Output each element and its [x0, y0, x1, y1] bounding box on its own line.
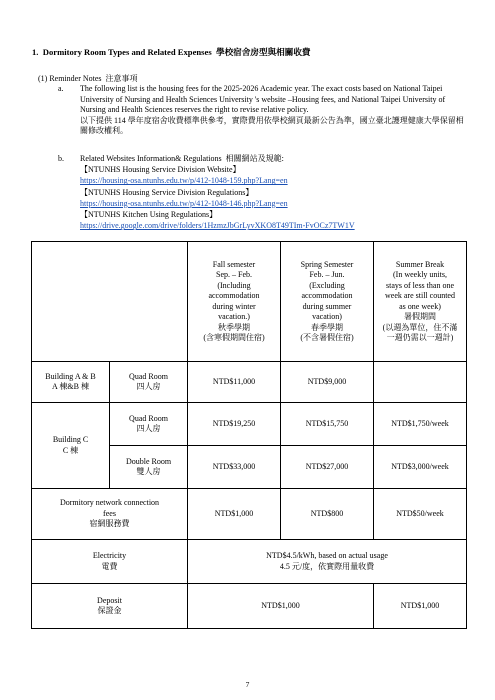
fee-spring: NTD$27,000	[281, 446, 374, 489]
fee-summer: NTD$3,000/week	[374, 446, 467, 489]
table-row	[32, 540, 467, 584]
section-title-en: Dormitory Room Types and Related Expenses	[42, 47, 212, 57]
fees-table	[31, 241, 467, 629]
table-header-row	[32, 242, 467, 362]
header-empty-cell	[32, 242, 188, 362]
table-row	[32, 403, 467, 446]
building-c-label: Building C C 棟	[32, 403, 110, 489]
section-number: 1.	[32, 47, 39, 57]
fee-summer: NTD$50/week	[374, 489, 467, 540]
link-label-regulations: 【NTUNHS Housing Service Division Regulations】	[80, 187, 254, 197]
link-housing-regulations[interactable]: https://housing-osa.ntunhs.edu.tw/p/412-1048-146.php?Lang=en	[80, 198, 288, 208]
fee-spring: NTD$15,750	[281, 403, 374, 446]
electricity-label: Electricity 電費	[32, 540, 188, 584]
section-title	[32, 46, 311, 58]
link-label-website: 【NTUNHS Housing Service Division Website】	[80, 165, 241, 175]
reminder-heading: (1) Reminder Notes 注意事項	[38, 74, 138, 83]
room-type-cell: Quad Room 四人房	[110, 362, 188, 403]
item-a-text-zh: 以下提供 114 學年度宿舍收費標準供參考，實際費用依學校網頁最新公告為準，國立臺北護理健康大學保留相關修改權利。	[80, 115, 464, 136]
building-ab-label: Building A & B A 棟&B 棟	[32, 362, 110, 403]
room-type-cell: Double Room 雙人房	[110, 446, 188, 489]
table-row	[32, 584, 467, 629]
fee-fall: NTD$19,250	[188, 403, 281, 446]
deposit-summer: NTD$1,000	[374, 584, 467, 629]
item-marker: b.	[58, 154, 64, 163]
electricity-rate: NTD$4.5/kWh, based on actual usage 4.5 元/度，依實際用量收費	[188, 540, 467, 584]
network-fee-label: Dormitory network connection fees 宿網服務費	[32, 489, 188, 540]
fee-summer: NTD$1,750/week	[374, 403, 467, 446]
table-row	[32, 362, 467, 403]
fee-fall: NTD$33,000	[188, 446, 281, 489]
fee-spring: NTD$9,000	[281, 362, 374, 403]
reminder-item-b	[58, 153, 468, 231]
reminder-item-a	[58, 84, 468, 137]
deposit-label: Deposit 保證金	[32, 584, 188, 629]
room-type-cell: Quad Room 四人房	[110, 403, 188, 446]
header-spring: Spring Semester Feb. – Jun. (Excluding accommodation during summer vacation) 春季學期 (不含暑假住宿)	[281, 242, 374, 362]
link-label-kitchen: 【NTUNHS Kitchen Using Regulations】	[80, 210, 218, 220]
header-summer: Summer Break (In weekly units, stays of less than one week are still counted as one week) 暑假期間 (以週為單位，住不滿 一週仍需以一週計)	[374, 242, 467, 362]
link-kitchen-regulations[interactable]: https://drive.google.com/drive/folders/1HzmzJbGrLyvXKO8T49TIm-FvOCz7TW1V	[80, 221, 355, 231]
fee-fall: NTD$1,000	[188, 489, 281, 540]
fee-spring: NTD$800	[281, 489, 374, 540]
page-number: 7	[245, 680, 250, 689]
item-a-text-en: The following list is the housing fees for the 2025-2026 Academic year. The exact costs based on National Taipei University of Nursing and Health Sciences University 's website –Housing fees, and National Taipei University of Nursing and Health Sciences reserves the right to revise relative policy.	[80, 84, 446, 115]
item-marker: a.	[58, 84, 64, 93]
table-row	[32, 489, 467, 540]
section-title-zh: 學校宿舍房型與相關收費	[215, 47, 311, 57]
header-fall: Fall semester Sep. – Feb. (Including accommodation during winter vacation.) 秋季學期 (含寒假期間住宿)	[188, 242, 281, 362]
fee-summer	[374, 362, 467, 403]
deposit-semester: NTD$1,000	[188, 584, 374, 629]
item-b-heading: Related Websites Information& Regulations 相關網站及規範:	[80, 154, 284, 163]
fee-fall: NTD$11,000	[188, 362, 281, 403]
link-housing-website[interactable]: https://housing-osa.ntunhs.edu.tw/p/412-1048-159.php?Lang=en	[80, 176, 288, 186]
